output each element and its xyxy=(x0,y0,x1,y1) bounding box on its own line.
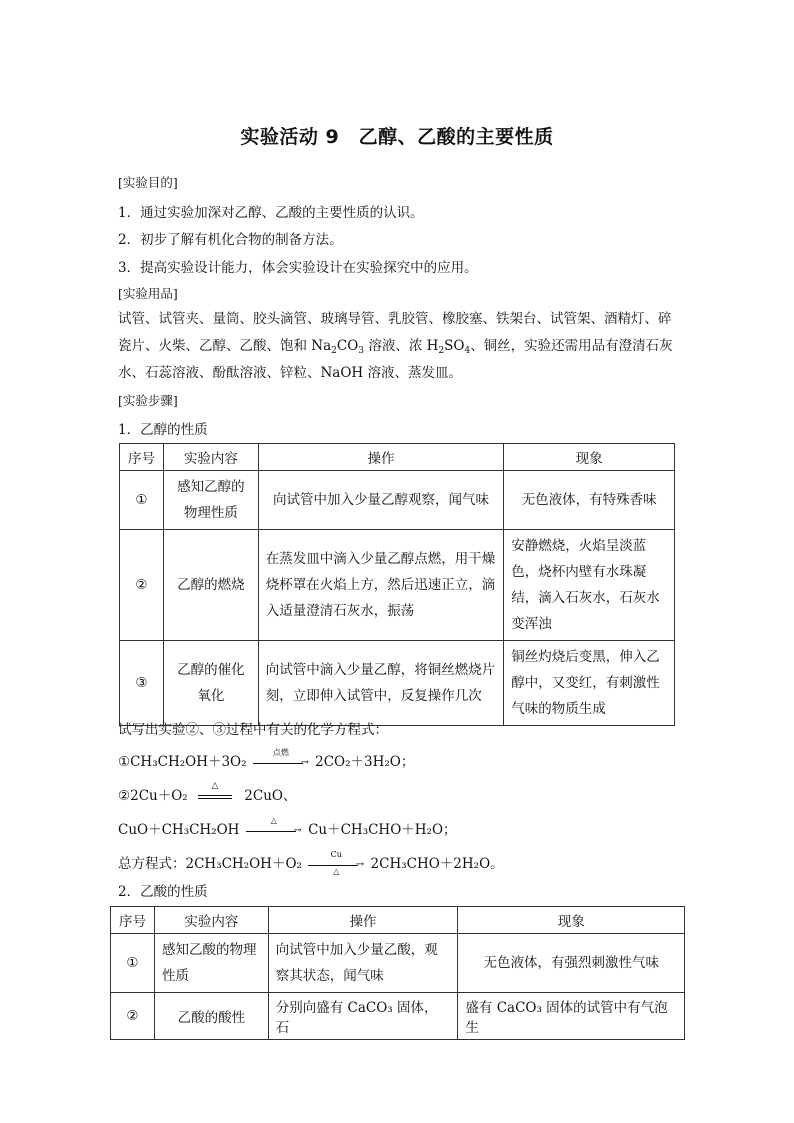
reaction-arrow-icon: Cu → △ xyxy=(308,859,364,871)
table-header-row xyxy=(111,907,685,934)
reaction-arrow-icon: 点燃 → xyxy=(253,757,309,769)
row-number: ① xyxy=(120,471,164,530)
purpose-item-2: 2．初步了解有机化合物的制备方法。 xyxy=(118,232,343,248)
column-header: 现象 xyxy=(458,907,685,934)
table-row xyxy=(120,471,675,530)
table-row xyxy=(111,993,685,1040)
row-operation: 分别向盛有 CaCO₃ 固体，石 xyxy=(268,993,458,1040)
acetic-heading: 2．乙酸的性质 xyxy=(118,884,208,900)
reaction-arrow-icon: △ → xyxy=(246,825,302,837)
materials-heading: [实验用品] xyxy=(118,286,178,301)
row-operation: 在蒸发皿中滴入少量乙醇点燃，用干燥烧杯罩在火焰上方，然后迅速正立，滴入适量澄清石灰水，振荡 xyxy=(258,530,504,641)
row-content: 感知乙醇的物理性质 xyxy=(163,471,258,530)
steps-heading: [实验步骤] xyxy=(118,393,178,408)
page-title: 实验活动 9 乙醇、乙酸的主要性质 xyxy=(240,126,554,148)
column-header: 序号 xyxy=(120,444,164,471)
row-content: 乙醇的燃烧 xyxy=(163,530,258,641)
table-row xyxy=(120,641,675,726)
purpose-item-3: 3．提高实验设计能力，体会实验设计在实验探究中的应用。 xyxy=(118,260,478,276)
table-header-row xyxy=(120,444,675,471)
double-line-arrow-icon: △ xyxy=(198,791,232,803)
purpose-heading: [实验目的] xyxy=(118,175,178,190)
row-phenomenon: 铜丝灼烧后变黑，伸入乙醇中，又变红，有刺激性气味的物质生成 xyxy=(504,641,675,726)
column-header: 实验内容 xyxy=(154,907,268,934)
column-header: 操作 xyxy=(258,444,504,471)
materials-text: 试管、试管夹、量筒、胶头滴管、玻璃导管、乳胶管、橡胶塞、铁架台、试管架、酒精灯、碎瓷片、火柴、乙醇、乙酸、饱和 $Na_2CO_3$ 溶液、浓 $H_2SO_4$、铜丝，实验还需用品有澄清石灰水、石蕊溶液、酚酞溶液、锌粒、NaOH 溶液、蒸发皿。 xyxy=(118,311,673,381)
row-number: ③ xyxy=(120,641,164,726)
row-number: ② xyxy=(120,530,164,641)
row-number: ① xyxy=(111,934,155,993)
ethanol-heading: 1．乙醇的性质 xyxy=(118,422,208,438)
acetic-table xyxy=(110,906,685,1040)
row-content: 感知乙酸的物理性质 xyxy=(154,934,268,993)
column-header: 操作 xyxy=(268,907,458,934)
equation-3: CuO＋CH₃CH₂OH △ → Cu＋CH₃CHO＋H₂O； xyxy=(118,815,457,838)
row-content: 乙酸的酸性 xyxy=(154,993,268,1040)
row-content: 乙醇的催化氧化 xyxy=(163,641,258,726)
row-phenomenon: 盛有 CaCO₃ 固体的试管中有气泡生 xyxy=(458,993,685,1040)
column-header: 实验内容 xyxy=(163,444,258,471)
equations-intro: 试写出实验②、③过程中有关的化学方程式： xyxy=(118,722,388,738)
equation-total: 总方程式：2CH₃CH₂OH＋O₂ Cu → △ 2CH₃CHO＋2H₂O。 xyxy=(118,849,504,876)
equation-1: ①CH₃CH₂OH＋3O₂ 点燃 → 2CO₂＋3H₂O； xyxy=(118,747,415,770)
row-phenomenon: 无色液体，有特殊香味 xyxy=(504,471,675,530)
row-operation: 向试管中滴入少量乙醇，将铜丝燃烧片刻，立即伸入试管中，反复操作几次 xyxy=(258,641,504,726)
row-phenomenon: 安静燃烧，火焰呈淡蓝色，烧杯内壁有水珠凝结，滴入石灰水，石灰水变浑浊 xyxy=(504,530,675,641)
table-row xyxy=(120,530,675,641)
row-phenomenon: 无色液体，有强烈刺激性气味 xyxy=(458,934,685,993)
row-number: ② xyxy=(111,993,155,1040)
table-row xyxy=(111,934,685,993)
ethanol-table xyxy=(119,443,675,726)
column-header: 现象 xyxy=(504,444,675,471)
row-operation: 向试管中加入少量乙酸，观察其状态，闻气味 xyxy=(268,934,458,993)
row-operation: 向试管中加入少量乙醇观察，闻气味 xyxy=(258,471,504,530)
equation-2: ②2Cu＋O₂ △ 2CuO、 xyxy=(118,780,297,804)
purpose-item-1: 1．通过实验加深对乙醇、乙酸的主要性质的认识。 xyxy=(118,205,424,221)
column-header: 序号 xyxy=(111,907,155,934)
